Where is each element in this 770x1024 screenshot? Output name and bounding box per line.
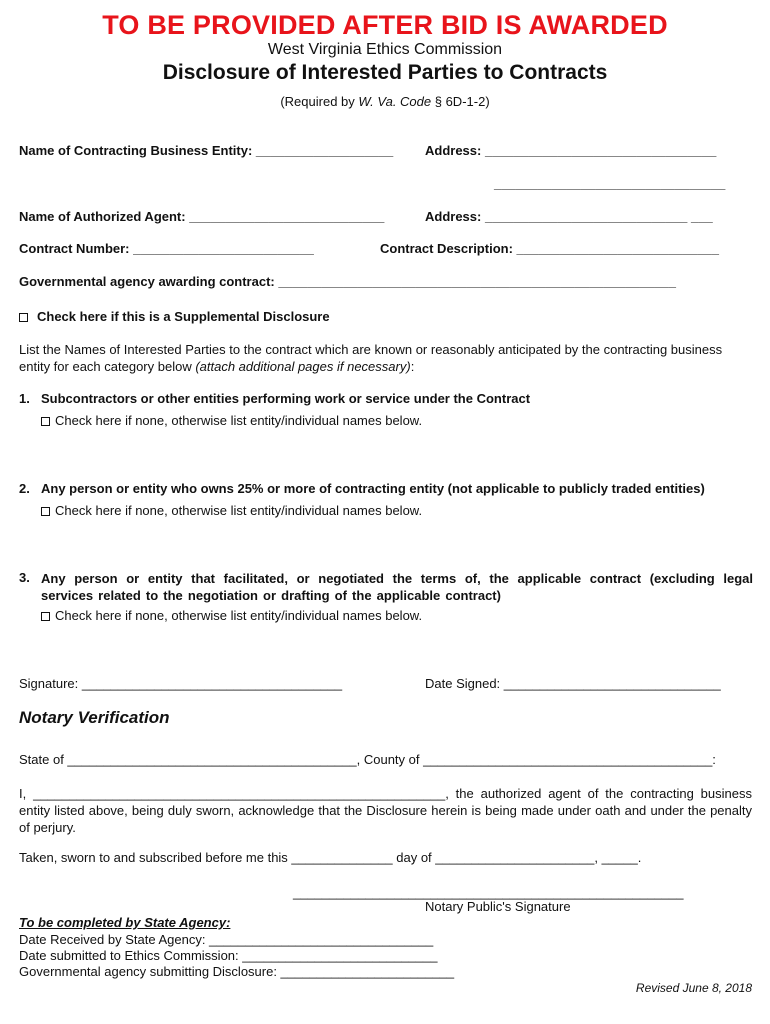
awarding-agency-field[interactable]: Governmental agency awarding contract: _______________________________________________________ (19, 274, 676, 289)
supplemental-label: Check here if this is a Supplemental Disclosure (37, 309, 330, 324)
contract-number-field[interactable]: Contract Number: _________________________ (19, 241, 314, 256)
submitting-agency-field[interactable]: Governmental agency submitting Disclosure: ________________________ (19, 964, 455, 979)
notary-heading: Notary Verification (19, 708, 170, 727)
category-2-text: Any person or entity who owns 25% or more of contracting entity (not applicable to publicly traded entities) (41, 481, 705, 496)
category-3-check-label: Check here if none, otherwise list entity/individual names below. (55, 608, 423, 623)
entity-address-line2[interactable]: ________________________________ (494, 176, 726, 191)
award-banner: TO BE PROVIDED AFTER BID IS AWARDED (102, 10, 668, 40)
instructions-end: : (410, 359, 415, 374)
revision-date: Revised June 8, 2018 (635, 981, 752, 995)
category-2-number: 2. (19, 481, 30, 496)
category-2-none-option[interactable] (41, 503, 422, 518)
affidavit-text: I, _________________________________________________________, the authorized agent of the contracting business entity listed above, being duly sworn, acknowledge that the Disclosure herein is being made under oath and under the penalty of perjury. (19, 786, 752, 835)
category-1-none-checkbox[interactable] (41, 417, 50, 426)
required-prefix: (Required by (280, 94, 359, 109)
category-1-check-label: Check here if none, otherwise list entity/individual names below. (55, 413, 423, 428)
authorized-agent-field[interactable]: Name of Authorized Agent: ___________________________ (19, 209, 385, 224)
organization-name: West Virginia Ethics Commission (267, 41, 503, 58)
form-title: Disclosure of Interested Parties to Contracts (162, 61, 608, 84)
required-suffix: § 6D-1-2) (431, 94, 490, 109)
supplemental-checkbox[interactable] (19, 313, 28, 322)
signature-field[interactable]: Signature: ____________________________________ (19, 676, 343, 691)
category-3-text: Any person or entity that facilitated, or negotiated the terms of, the applicable contract (excluding legal services related to the negotiation or drafting of the applicable contract) (41, 571, 753, 603)
category-2-check-label: Check here if none, otherwise list entity/individual names below. (55, 503, 423, 518)
agent-address-field[interactable]: Address: ____________________________ ___ (425, 209, 713, 224)
contract-description-field[interactable]: Contract Description: ____________________________ (380, 241, 719, 256)
required-code: W. Va. Code (358, 94, 432, 109)
sworn-date-field[interactable]: Taken, sworn to and subscribed before me this ______________ day of ______________________, _____. (19, 850, 642, 865)
date-signed-field[interactable]: Date Signed: ______________________________ (425, 676, 721, 691)
category-3-number: 3. (19, 570, 30, 585)
instructions-main: List the Names of Interested Parties to the contract which are known or reasonably anticipated by the contracting business entity for each category below (19, 342, 723, 374)
category-1-number: 1. (19, 391, 30, 406)
state-agency-heading: To be completed by State Agency: (19, 915, 231, 930)
entity-address-field[interactable]: Address: ________________________________ (425, 143, 717, 158)
date-submitted-field[interactable]: Date submitted to Ethics Commission: ___________________________ (19, 948, 438, 963)
category-3-none-option[interactable] (41, 608, 422, 623)
category-1-none-option[interactable] (41, 413, 422, 428)
date-received-field[interactable]: Date Received by State Agency: _______________________________ (19, 932, 434, 947)
supplemental-disclosure-option[interactable] (19, 309, 330, 324)
instructions-italic: (attach additional pages if necessary) (195, 359, 411, 374)
instructions-text (19, 341, 754, 375)
state-county-field[interactable]: State of ________________________________________, County of ________________________________________: (19, 752, 716, 767)
notary-signature-label: Notary Public's Signature (425, 899, 571, 914)
category-1-text: Subcontractors or other entities performing work or service under the Contract (41, 391, 531, 406)
category-2-none-checkbox[interactable] (41, 507, 50, 516)
business-entity-field[interactable]: Name of Contracting Business Entity: ___________________ (19, 143, 394, 158)
required-by-citation (0, 94, 770, 109)
category-3-none-checkbox[interactable] (41, 612, 50, 621)
notary-signature-line[interactable]: ______________________________________________________ (293, 885, 684, 900)
